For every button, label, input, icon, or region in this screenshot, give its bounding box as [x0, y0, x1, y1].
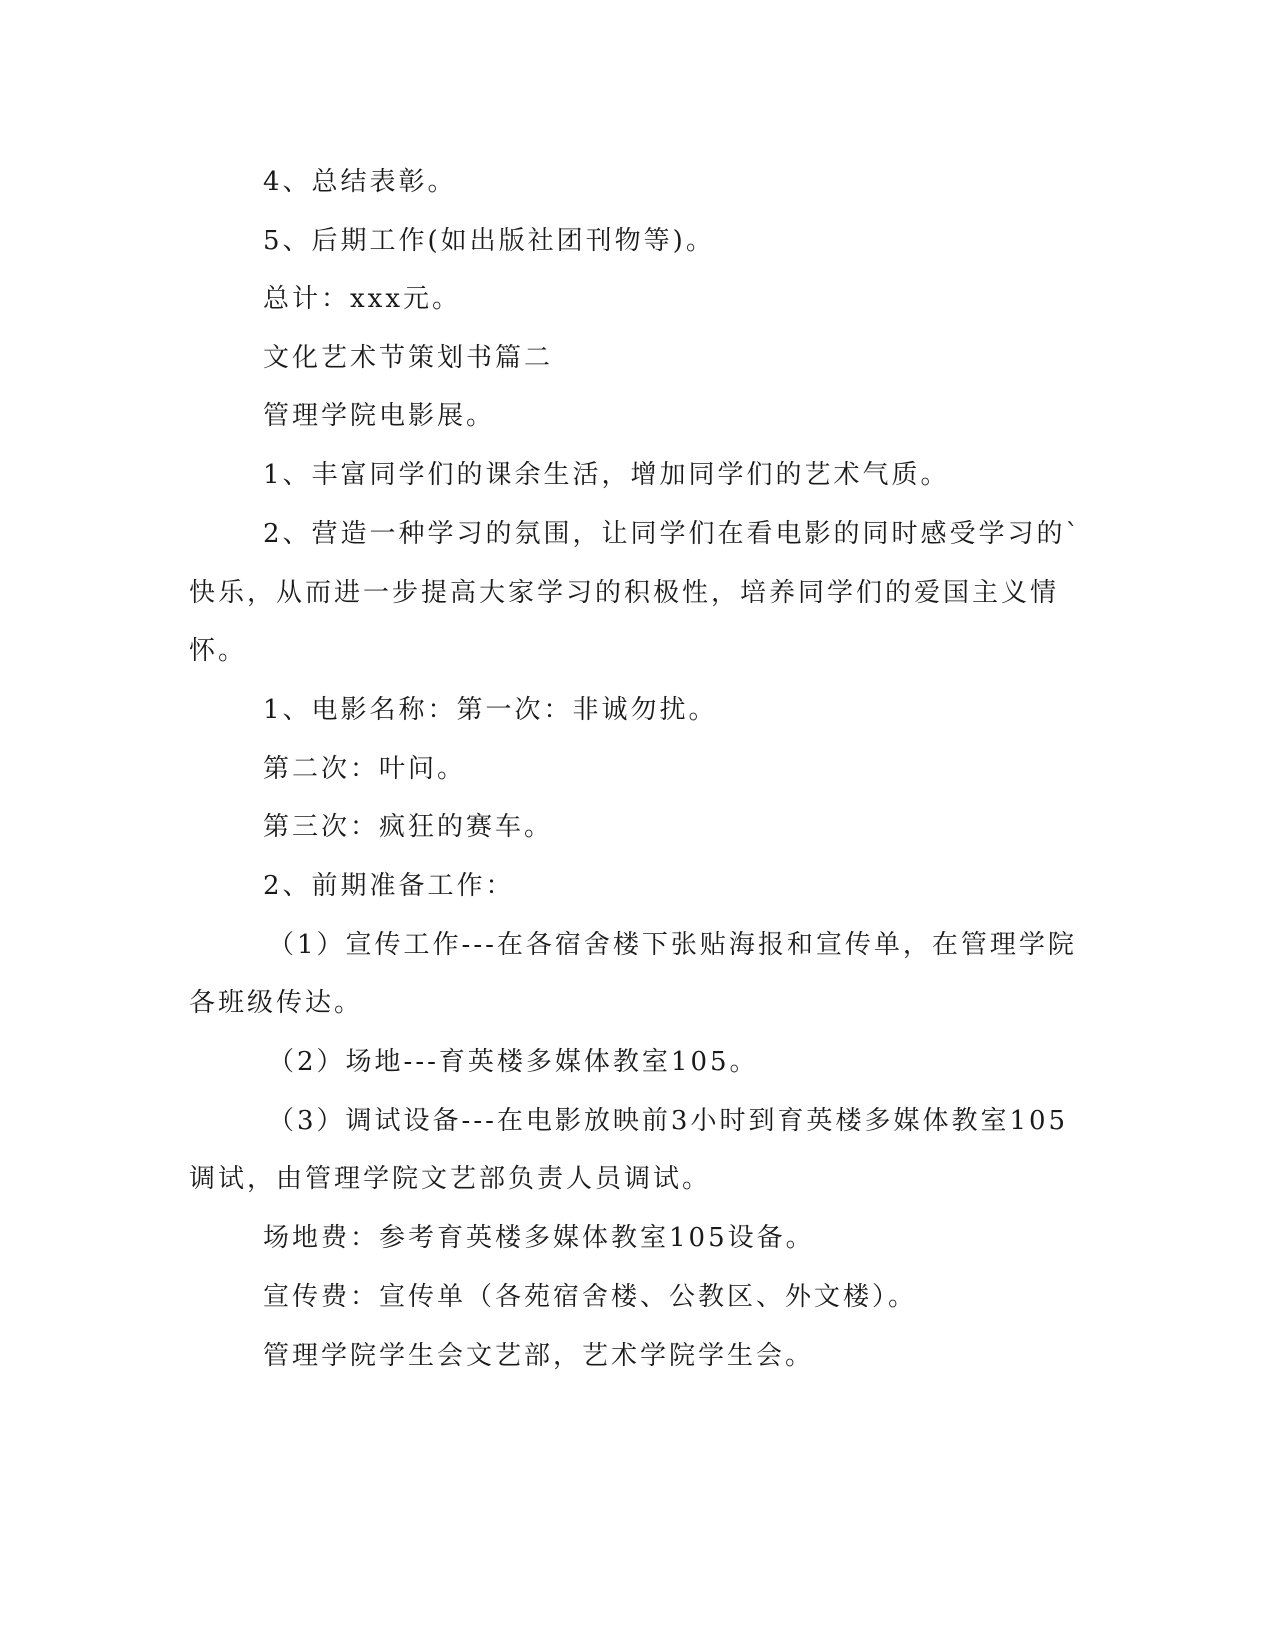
purpose-2-line-3: 怀。 [189, 636, 248, 666]
prep-publicity-line-2: 各班级传达。 [189, 988, 364, 1018]
prep-equipment-line-1: （3）调试设备---在电影放映前3小时到育英楼多媒体教室105 [268, 1106, 1069, 1136]
total-cost: 总计：xxx元。 [263, 284, 461, 314]
prep-venue: （2）场地---育英楼多媒体教室105。 [268, 1047, 759, 1077]
later-work: 5、后期工作(如出版社团刊物等)。 [263, 226, 715, 256]
purpose-1: 1、丰富同学们的课余生活，增加同学们的艺术气质。 [263, 460, 950, 490]
purpose-2-line-1: 2、营造一种学习的氛围，让同学们在看电影的同时感受学习的` [263, 519, 1082, 549]
movie-second: 第二次：叶问。 [263, 754, 467, 784]
prep-publicity-line-1: （1）宣传工作---在各宿舍楼下张贴海报和宣传单，在管理学院 [268, 930, 1077, 960]
venue-fee: 场地费：参考育英楼多媒体教室105设备。 [263, 1223, 815, 1253]
movie-first: 1、电影名称：第一次：非诚勿扰。 [263, 695, 718, 725]
preparation-heading: 2、前期准备工作： [263, 871, 515, 901]
summary-commendation: 4、总结表彰。 [263, 167, 457, 197]
movie-third: 第三次：疯狂的赛车。 [263, 812, 554, 842]
organizers: 管理学院学生会文艺部，艺术学院学生会。 [263, 1341, 815, 1371]
purpose-2-line-2: 快乐，从而进一步提高大家学习的积极性，培养同学们的爱国主义情 [189, 578, 1060, 608]
prep-equipment-line-2: 调试，由管理学院文艺部负责人员调试。 [189, 1164, 712, 1194]
publicity-fee: 宣传费：宣传单（各苑宿舍楼、公教区、外文楼）。 [263, 1282, 918, 1312]
section-title: 文化艺术节策划书篇二 [263, 343, 554, 373]
event-name: 管理学院电影展。 [263, 401, 496, 431]
